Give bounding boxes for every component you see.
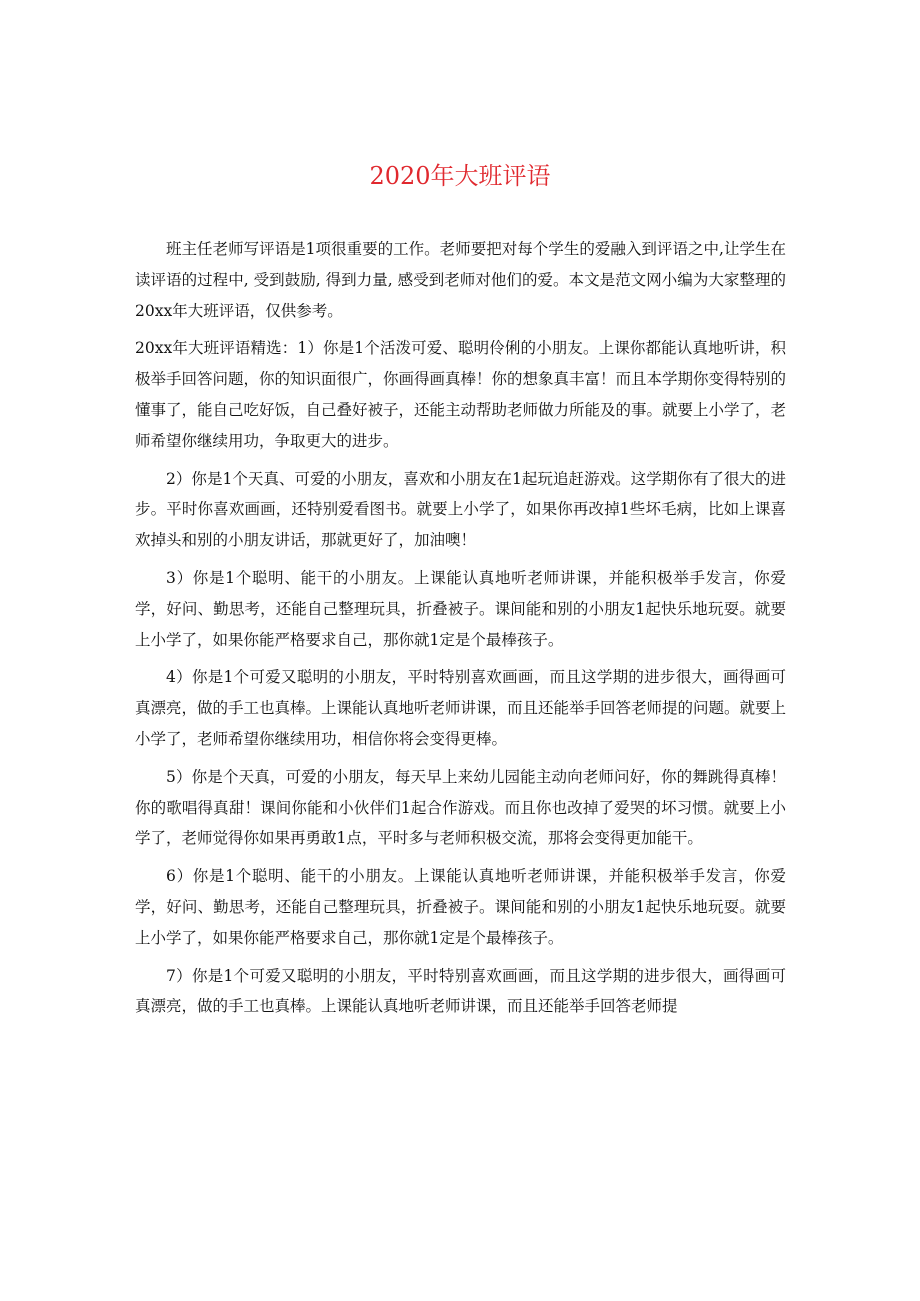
paragraph-comment-2: 2）你是1个天真、可爱的小朋友，喜欢和小朋友在1起玩追赶游戏。这学期你有了很大的进步。平时你喜欢画画，还特别爱看图书。就要上小学了，如果你再改掉1些坏毛病，比如上课喜欢掉头和别的小朋友讲话，那就更好了，加油噢！ xyxy=(135,469,786,550)
paragraph-comment-1: 20xx年大班评语精选：1）你是1个活泼可爱、聪明伶俐的小朋友。上课你都能认真地听讲，积极举手回答问题，你的知识面很广，你画得画真棒！你的想象真丰富！而且本学期你变得特别的懂事了，能自己吃好饭，自己叠好被子，还能主动帮助老师做力所能及的事。就要上小学了，老师希望你继续用功，争取更大的进步。 xyxy=(135,339,787,450)
paragraph-comment-4: 4）你是1个可爱又聪明的小朋友，平时特别喜欢画画，而且这学期的进步很大，画得画可真漂亮，做的手工也真棒。上课能认真地听老师讲课，而且还能举手回答老师提的问题。就要上小学了，老师希望你继续用功，相信你将会变得更棒。 xyxy=(135,668,787,748)
paragraph-comment-5: 5）你是个天真，可爱的小朋友，每天早上来幼儿园能主动向老师问好，你的舞跳得真棒！你的歌唱得真甜！课间你能和小伙伴们1起合作游戏。而且你也改掉了爱哭的坏习惯。就要上小学了，老师觉得你如果再勇敢1点，平时多与老师积极交流，那将会变得更加能干。 xyxy=(135,767,786,848)
document-body xyxy=(135,234,786,1022)
paragraph-comment-7: 7）你是1个可爱又聪明的小朋友，平时特别喜欢画画，而且这学期的进步很大，画得画可真漂亮，做的手工也真棒。上课能认真地听老师讲课，而且还能举手回答老师提 xyxy=(135,966,786,1016)
paragraph-comment-3: 3）你是1个聪明、能干的小朋友。上课能认真地听老师讲课，并能积极举手发言，你爱学，好问、勤思考，还能自己整理玩具，折叠被子。课间能和别的小朋友1起快乐地玩耍。就要上小学了，如果你能严格要求自己，那你就1定是个最棒孩子。 xyxy=(135,568,786,649)
paragraph-intro: 班主任老师写评语是1项很重要的工作。老师要把对每个学生的爱融入到评语之中,让学生在读评语的过程中, 受到鼓励, 得到力量, 感受到老师对他们的爱。本文是范文网小编为大家整理的20xx年大班评语，仅供参考。 xyxy=(135,240,786,320)
document-title: 2020年大班评语 xyxy=(369,162,551,190)
paragraph-comment-6: 6）你是1个聪明、能干的小朋友。上课能认真地听老师讲课，并能积极举手发言，你爱学，好问、勤思考，还能自己整理玩具，折叠被子。课间能和别的小朋友1起快乐地玩耍。就要上小学了，如果你能严格要求自己，那你就1定是个最棒孩子。 xyxy=(135,867,786,947)
